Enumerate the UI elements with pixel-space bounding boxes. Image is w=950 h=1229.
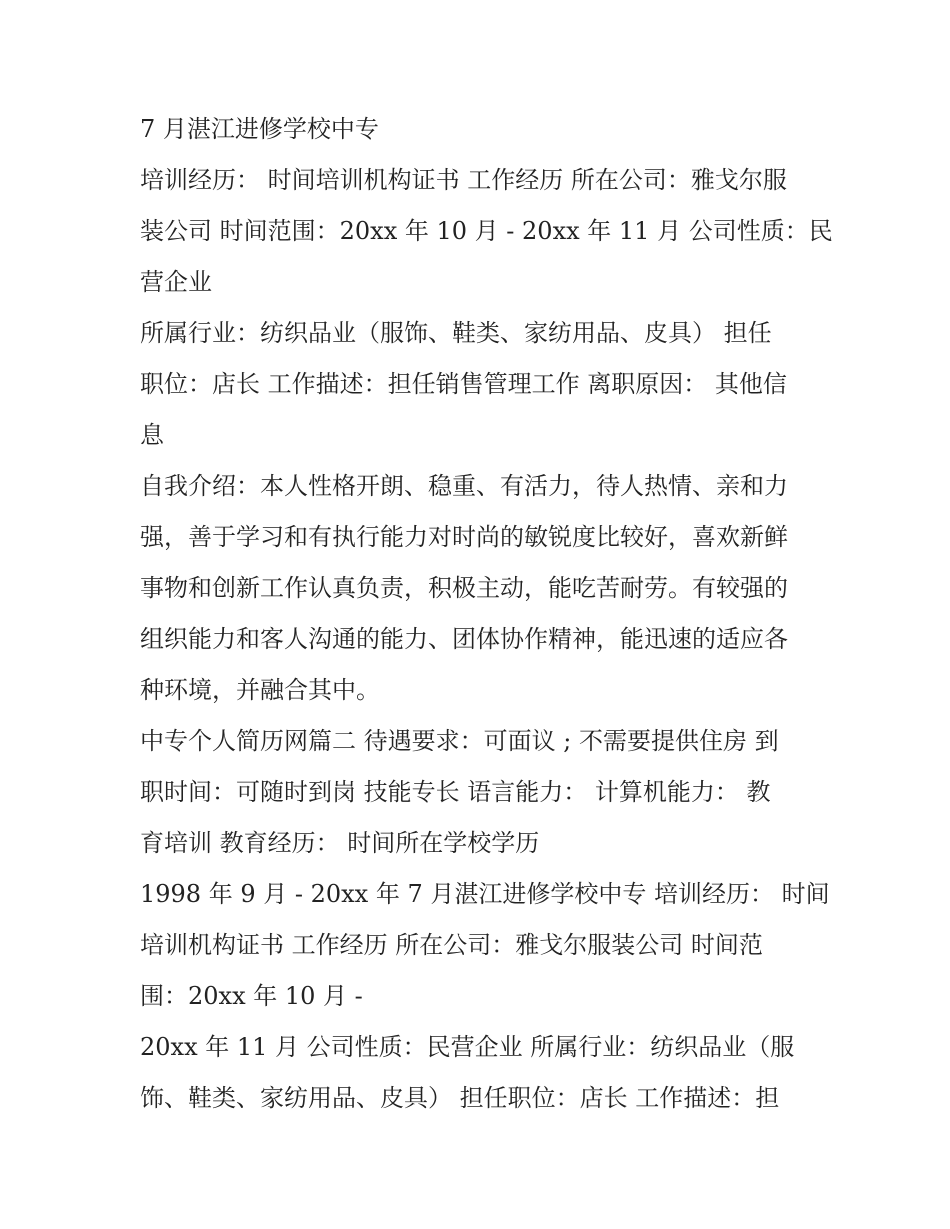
text-line: 中专个人简历网篇二 待遇要求：可面议 ; 不需要提供住房 到 [140,727,779,755]
text-line: 7 月湛江进修学校中专 [140,115,379,143]
text-line: 营企业 [140,268,212,296]
text-line: 职时间：可随时到岗 技能专长 语言能力： 计算机能力： 教 [140,778,771,806]
text-line: 育培训 教育经历： 时间所在学校学历 [140,829,540,857]
text-line: 饰、鞋类、家纺用品、皮具） 担任职位：店长 工作描述：担 [140,1084,780,1112]
text-line: 强，善于学习和有执行能力对时尚的敏锐度比较好，喜欢新鲜 [140,523,788,551]
text-line: 自我介绍：本人性格开朗、稳重、有活力，待人热情、亲和力 [140,472,788,500]
text-line: 装公司 时间范围：20xx 年 10 月 - 20xx 年 11 月 公司性质：民 [140,217,833,245]
text-line: 围：20xx 年 10 月 - [140,982,363,1010]
text-line: 职位：店长 工作描述：担任销售管理工作 离职原因： 其他信 [140,370,787,398]
text-line: 组织能力和客人沟通的能力、团体协作精神，能迅速的适应各 [140,625,788,653]
text-line: 息 [140,421,164,449]
text-line: 种环境，并融合其中。 [140,676,380,704]
document-body [140,104,833,1124]
text-line: 培训机构证书 工作经历 所在公司：雅戈尔服装公司 时间范 [140,931,763,959]
text-line: 20xx 年 11 月 公司性质：民营企业 所属行业：纺织品业（服 [140,1033,795,1061]
text-line: 所属行业：纺织品业（服饰、鞋类、家纺用品、皮具） 担任 [140,319,772,347]
text-line: 事物和创新工作认真负责，积极主动，能吃苦耐劳。有较强的 [140,574,788,602]
text-line: 培训经历： 时间培训机构证书 工作经历 所在公司：雅戈尔服 [140,166,787,194]
text-line: 1998 年 9 月 - 20xx 年 7 月湛江进修学校中专 培训经历： 时间 [140,880,830,908]
